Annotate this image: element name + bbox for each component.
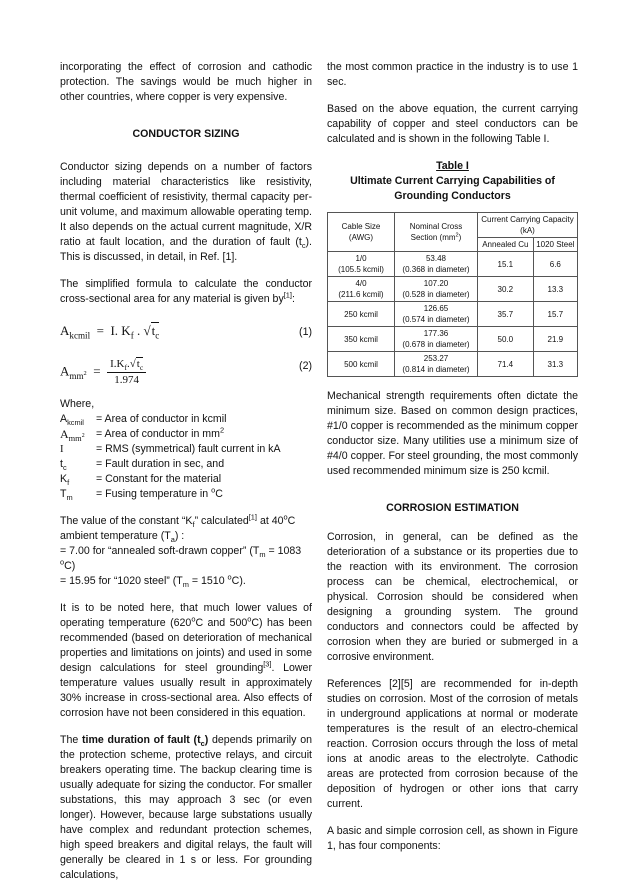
cell-cu: 35.7 [478, 302, 534, 327]
symbol-definitions [60, 412, 312, 502]
cell-cu: 71.4 [478, 352, 534, 377]
definition-row: $K_f$ = Constant for the material [60, 473, 222, 488]
cell-size: 4/0 (211.6 kcmil) [328, 277, 395, 302]
cell-cu: 50.0 [478, 327, 534, 352]
cell-steel: 21.9 [533, 327, 577, 352]
header-capacity: Current Carrying Capacity (kA) [478, 213, 578, 238]
cell-cu: 15.1 [478, 252, 534, 277]
table-row [328, 327, 578, 352]
header-cross-section: Nominal Cross Section $(mm^2)$ [395, 213, 478, 252]
cell-section: 53.48 (0.368 in diameter) [395, 252, 478, 277]
common-practice-paragraph: the most common practice in the industry is to use 1 sec. [327, 61, 578, 88]
cell-size: 350 kcmil [328, 327, 395, 352]
table-title: Table I [436, 160, 469, 172]
current-capacity-table [327, 212, 578, 377]
mechanical-strength-paragraph: Mechanical strength requirements often dictate the minimum size. Based on common design practices, #1/0 copper is recommended as the minimum copper conductor size. Many utilities use a minimum size of #4/0 copper. For steel grounding, the most commonly used recommended minimum size is 250 kcmil. [327, 390, 578, 477]
equation-1: $A_{kcmil} = I$. $K_f$ . $√t_c$ (1) [60, 323, 312, 341]
cell-steel: 15.7 [533, 302, 577, 327]
table-intro-paragraph: Based on the above equation, the current carrying capability of copper and steel conductors can be calculated and is shown in the following Table I. [327, 103, 578, 145]
operating-temperature-paragraph: It is to be noted here, that much lower values of operating temperature (620$^o$C and 500$^o$C) has been recommended (based on deterioration of mechanical properties and limitations on joints) and used in some design calculations for steel grounding[3]. Lower temperature values usually result in approximately 30% increase in cross-sectional area. Also effects of corrosion have not been considered in this equation. [60, 602, 313, 719]
cell-size: 250 kcmil [328, 302, 395, 327]
corrosion-references-paragraph: References [2][5] are recommended for in-depth studies on corrosion. Most of the corrosion of metals in underground applications at normal or moderate temperatures is the result of an electro-chemical reaction. Corrosion occurs through the loss of metal ions at anodic areas to the electrolyte. Cathodic areas are protected from corrosion because of the deposition of hydrogen or other ions that carry current. [327, 678, 578, 810]
fault-duration-paragraph: The time duration of fault $(t_c)$ depends primarily on the protection scheme, protective relays, and circuit breakers operating time. The backup clearing time is usually adequate for sizing the conductor. For smaller substations, this may approach 3 sec (or even longer). However, because large substations usually have complex and redundant protection schemes, high speed breakers and digital relays, the fault will generally be cleared in 1 s or less. For grounding calculations, [60, 734, 312, 881]
header-cable-size: Cable Size (AWG) [328, 213, 395, 252]
definition-row: $t_c$ = Fault duration in sec, and [60, 458, 225, 473]
kf-values-paragraph: The value of the constant “$K_f$” calculated[1] at 40$^o$C ambient temperature $(T_a)$ : = 7.00 for “annealed soft-drawn copper” ($T_m = 1083$ $^o$C) = 15.95 for “1020 steel” ($T_m = 1510$ $^o$C). [60, 512, 302, 590]
table-row [328, 302, 578, 327]
definition-row: I = RMS (symmetrical) fault current in kA [60, 443, 281, 455]
table-row [328, 252, 578, 277]
left-column [60, 60, 312, 883]
formula-intro-paragraph: The simplified formula to calculate the conductor cross-sectional area for any material is given by[1]: [60, 278, 312, 305]
cell-steel: 6.6 [533, 252, 577, 277]
cell-section: 253.27 (0.814 in diameter) [395, 352, 478, 377]
conductor-sizing-heading: CONDUCTOR SIZING [132, 128, 240, 140]
right-column [327, 60, 578, 854]
equation-2: $A_{mm^2}$ = $\frac{I.K_f.√t_c}{1.974}$ (2) [60, 358, 312, 386]
cell-steel: 31.3 [533, 352, 577, 377]
table-row [328, 277, 578, 302]
cell-section: 107.20 (0.528 in diameter) [395, 277, 478, 302]
cell-steel: 13.3 [533, 277, 577, 302]
equation-2-number: (2) [299, 360, 312, 372]
where-label: Where, [60, 398, 95, 410]
cell-size: 500 kcmil [328, 352, 395, 377]
cell-size: 1/0 (105.5 kcmil) [328, 252, 395, 277]
definition-row: $A_{mm^2}$ = Area of conductor in $mm^2$ [60, 425, 225, 444]
definition-row: $T_m$ = Fusing temperature in $^o$C [60, 485, 223, 503]
conductor-sizing-paragraph: Conductor sizing depends on a number of factors including material characteristics like resistivity, thermal coefficient of resistivity, thermal capacity per-unit volume, and maximum allowable operating temp. It also depends on the actual current magnitude, X/R ratio at fault location, and the duration of fault $(t_c)$. This is discussed, in detail, in Ref. [1]. [60, 161, 312, 263]
header-1020-steel: 1020 Steel [533, 238, 577, 252]
corrosion-definition-paragraph: Corrosion, in general, can be defined as the deterioration of a substance or its properties due to the reaction with its environment. The corrosion process can be chemical, electrochemical, or physical. Corrosion should be considered when designing a grounding system. The ground conductors and connectors could be affected by corrosion when they are buried or submerged in a corrosive environment. [327, 531, 578, 663]
header-annealed-cu: Annealed Cu [478, 238, 534, 252]
table-row [328, 352, 578, 377]
corrosion-estimation-heading: CORROSION ESTIMATION [386, 502, 519, 514]
table-subtitle: Ultimate Current Carrying Capabilities of Grounding Conductors [350, 175, 555, 202]
definition-row: $A_{kcmil}$ = Area of conductor in kcmil [60, 413, 227, 428]
cell-cu: 30.2 [478, 277, 534, 302]
intro-paragraph: incorporating the effect of corrosion and cathodic protection. The savings would be much higher in other countries, where copper is very expensive. [60, 61, 312, 103]
cell-section: 177.36 (0.678 in diameter) [395, 327, 478, 352]
corrosion-cell-paragraph: A basic and simple corrosion cell, as shown in Figure 1, has four components: [327, 825, 578, 852]
equation-1-number: (1) [299, 326, 312, 338]
table-header-row [328, 213, 578, 238]
cell-section: 126.65 (0.574 in diameter) [395, 302, 478, 327]
